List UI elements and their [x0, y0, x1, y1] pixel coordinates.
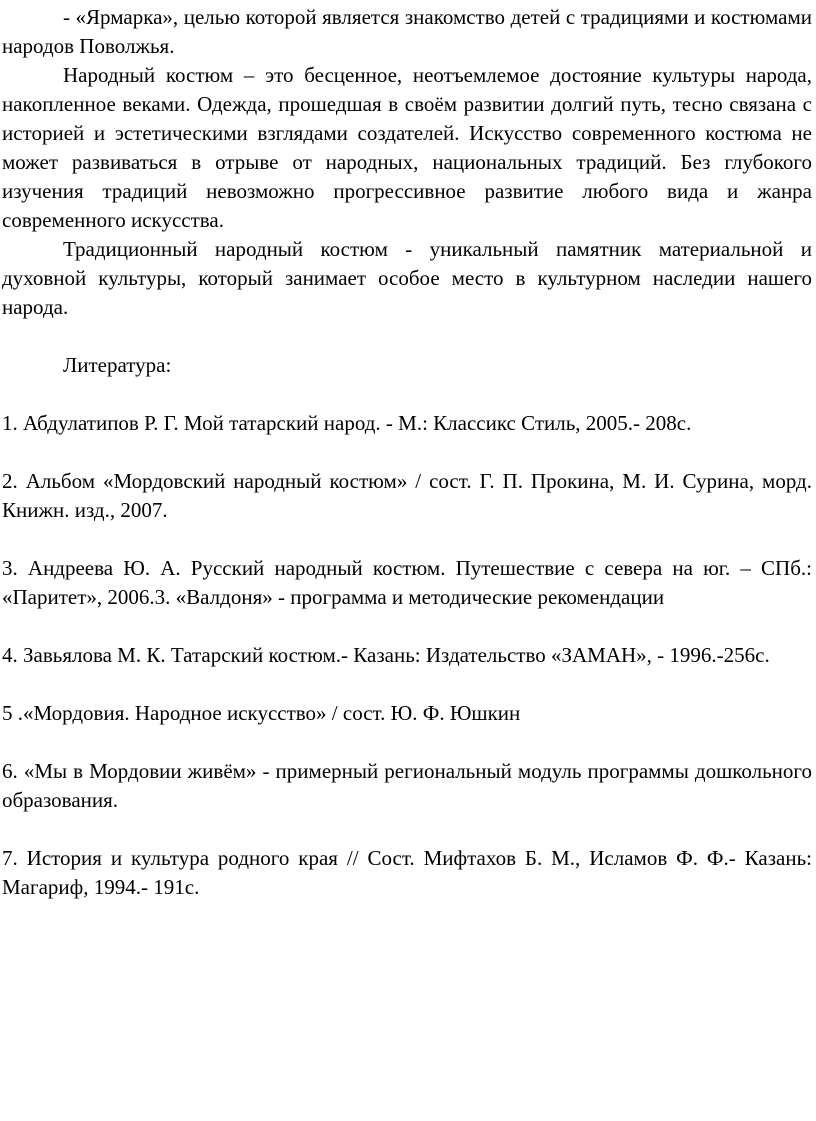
spacer [2, 815, 812, 844]
paragraph-traditional-costume: Традиционный народный костюм - уникальный памятник материальной и духовной культуры, который занимает особое место в культурном наследии нашего народа. [2, 237, 812, 319]
paragraph-folk-costume: Народный костюм – это бесценное, неотъемлемое достояние культуры народа, накопленное веками. Одежда, прошедшая в своём развитии долгий путь, тесно связана с историей и эстетическими взглядами создателей. Искусство современного костюма не может развиваться в отрыве от народных, национальных традиций. Без глубокого изучения традиций невозможно прогрессивное развитие любого вида и жанра современного искусства. [2, 63, 812, 232]
spacer [2, 525, 812, 554]
spacer [2, 728, 812, 757]
reference-item: 1. Абдулатипов Р. Г. Мой татарский народ. - М.: Классикс Стиль, 2005.- 208с. [2, 411, 692, 435]
reference-item: 6. «Мы в Мордовии живём» - примерный региональный модуль программы дошкольного образования. [2, 759, 812, 812]
reference-item: 5 .«Мордовия. Народное искусство» / сост. Ю. Ф. Юшкин [2, 701, 521, 725]
reference-item: 7. История и культура родного края // Сост. Мифтахов Б. М., Исламов Ф. Ф.- Казань: Магариф, 1994.- 191с. [2, 846, 812, 899]
reference-item: 2. Альбом «Мордовский народный костюм» / сост. Г. П. Прокина, М. И. Сурина, морд. Книжн. изд., 2007. [2, 469, 812, 522]
paragraph-fair-event: - «Ярмарка», целью которой является знакомство детей с традициями и костюмами народов Поволжья. [2, 5, 812, 58]
reference-item: 3. Андреева Ю. А. Русский народный костюм. Путешествие с севера на юг. – СПб.: «Паритет», 2006.3. «Валдоня» - программа и методические рекомендации [2, 556, 812, 609]
reference-item: 4. Завьялова М. К. Татарский костюм.- Казань: Издательство «ЗАМАН», - 1996.-256с. [2, 643, 770, 667]
spacer [2, 670, 812, 699]
document-page [2, 3, 812, 902]
spacer [2, 612, 812, 641]
spacer [2, 438, 812, 467]
spacer [2, 322, 812, 351]
literature-heading: Литература: [63, 353, 172, 377]
spacer [2, 380, 812, 409]
